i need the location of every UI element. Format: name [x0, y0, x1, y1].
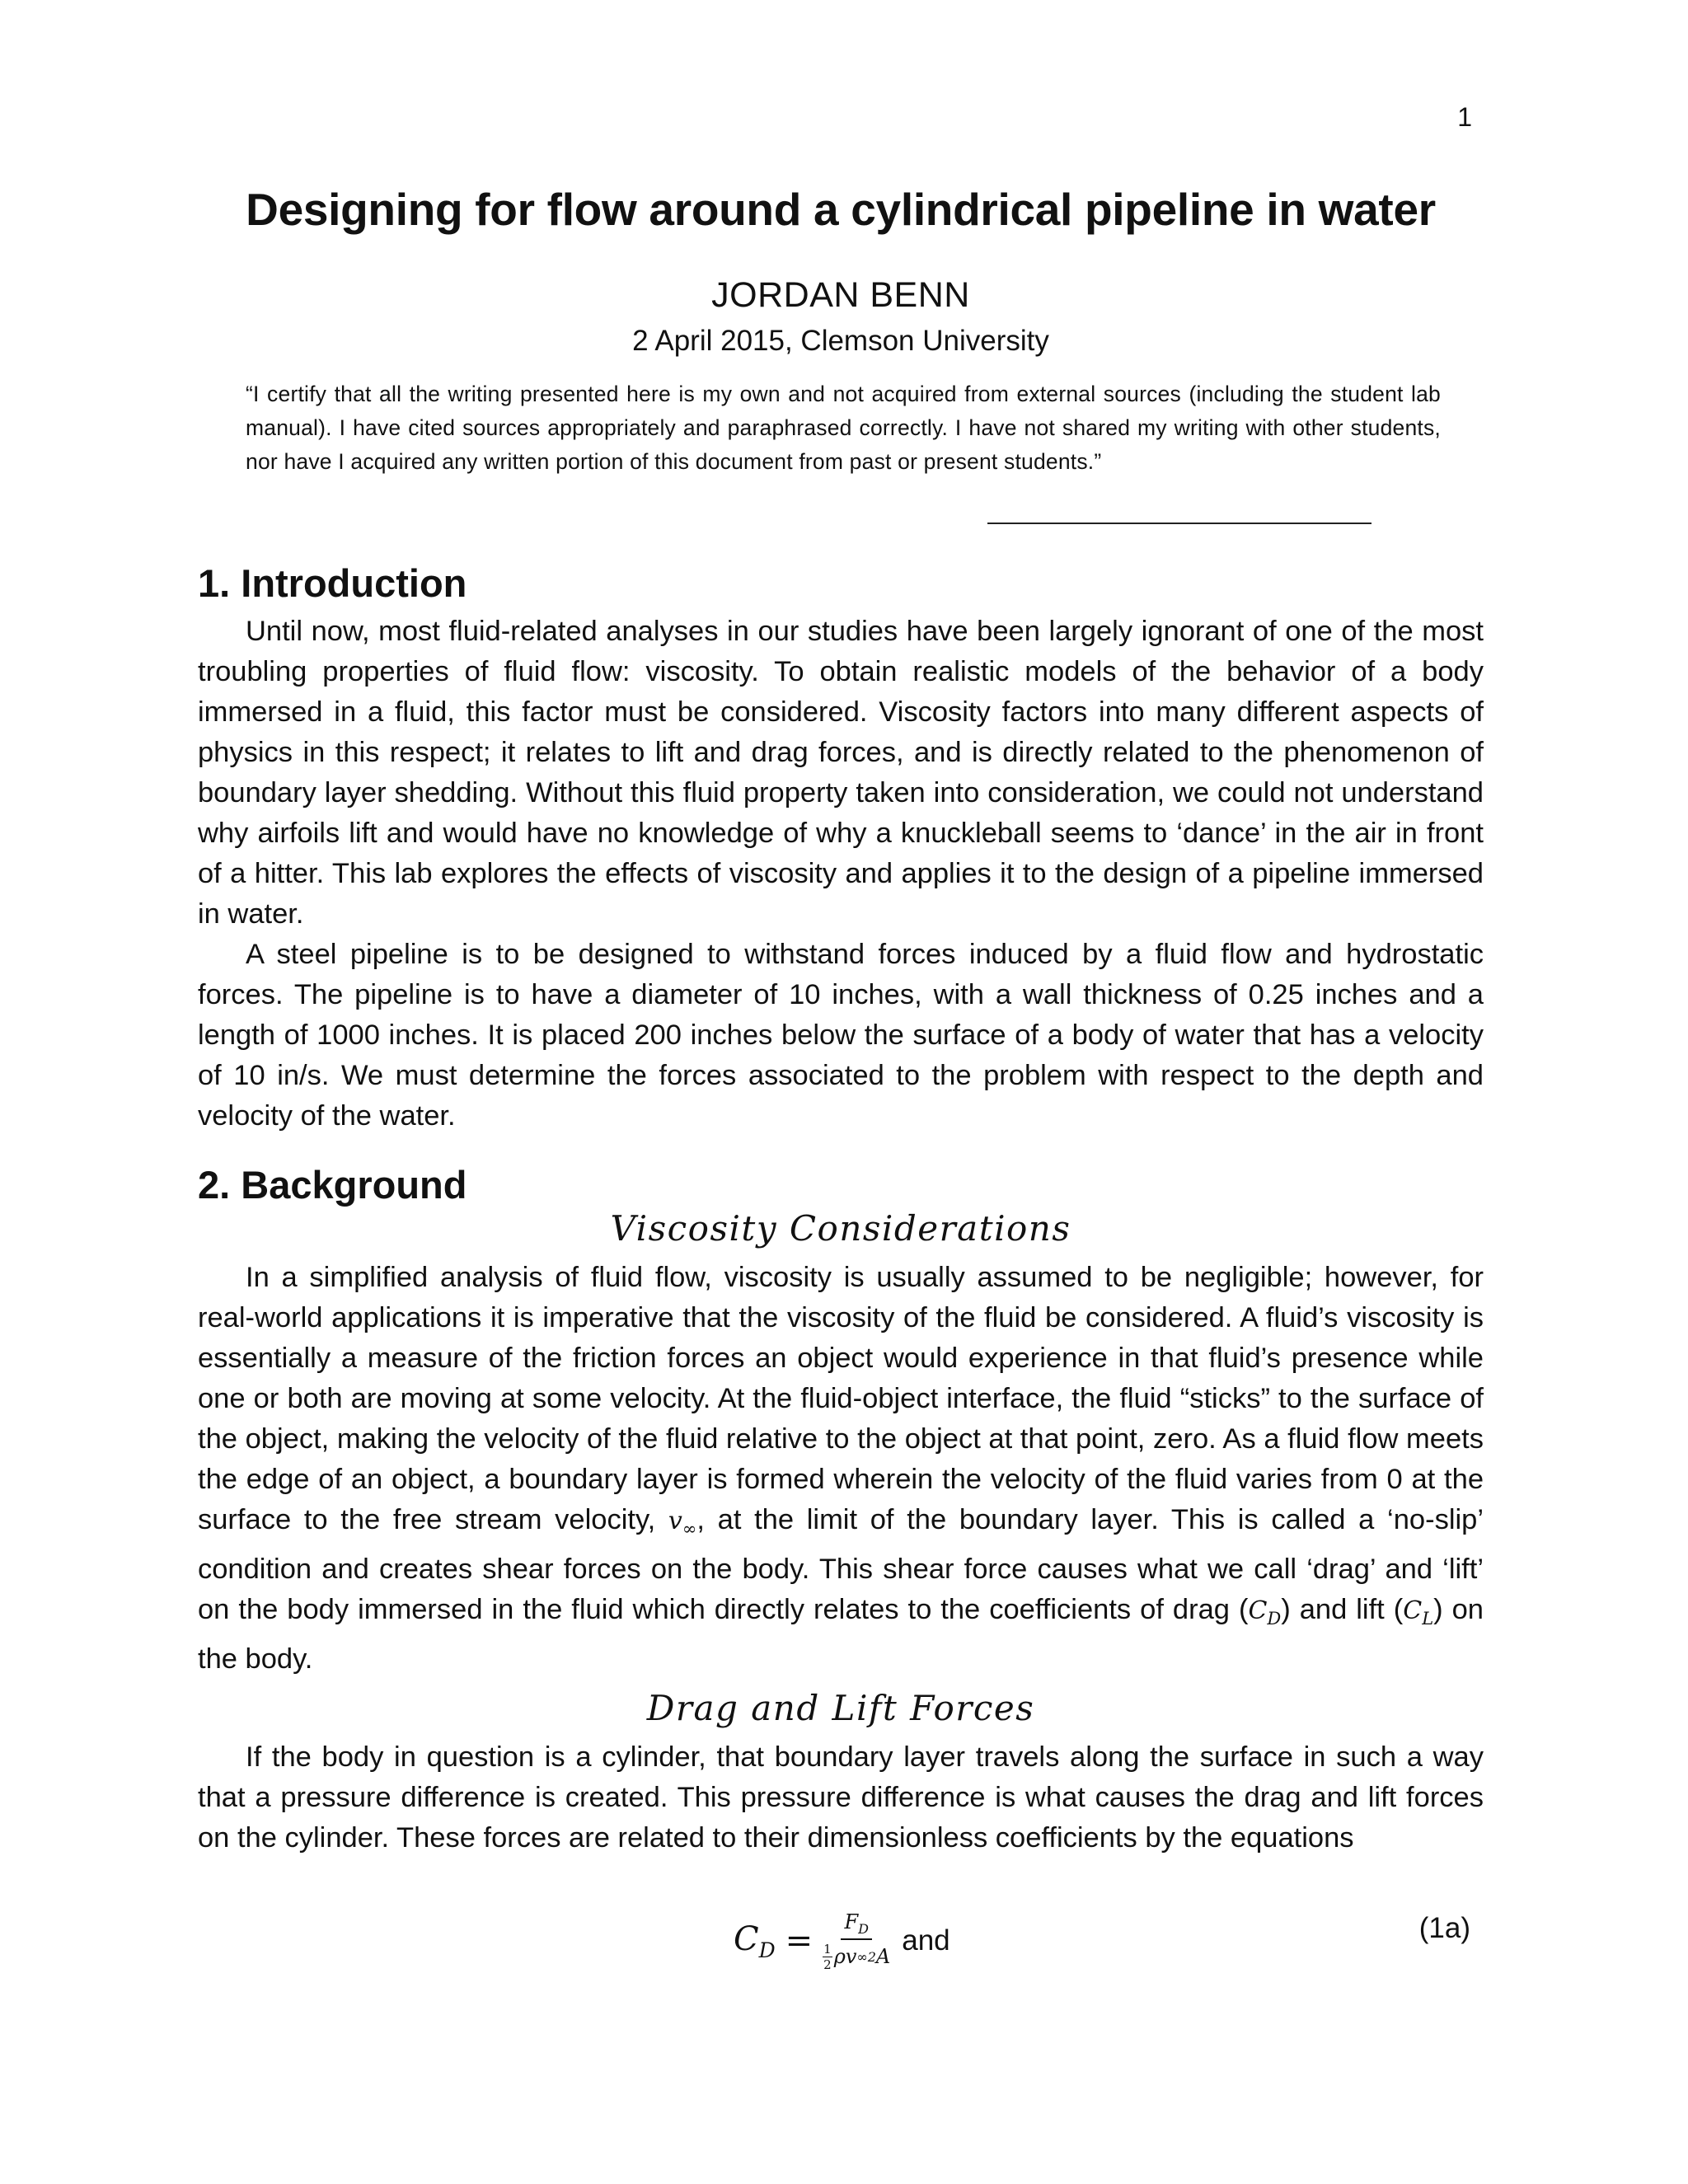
- certification-statement: “I certify that all the writing presented here is my own and not acquired from external sources (including the student lab manual). I have cited sources appropriately and paraphrased correctly. I have not shared my writing with other students, nor have I acquired any written portion of this document from past or present students.”: [246, 382, 1441, 474]
- section-heading-background: 2. Background: [198, 1163, 467, 1207]
- date-affiliation: 2 April 2015, Clemson University: [632, 325, 1049, 357]
- viscosity-text-4: ) on the body.: [198, 1594, 1484, 1675]
- introduction-body: [198, 612, 1484, 1137]
- signature-line: [987, 523, 1372, 524]
- viscosity-body: [198, 1258, 1484, 1680]
- viscosity-text-3: ) and lift (: [1281, 1594, 1404, 1625]
- introduction-paragraph: Until now, most fluid-related analyses in our studies have been largely ignorant of one of the most troubling properties of fluid flow: viscosity. To obtain realistic models of the behavior of a body immersed in a fluid, this factor must be considered. Viscosity factors into many different aspects of physics in this respect; it relates to lift and drag forces, and is directly related to the phenomenon of boundary layer shedding. Without this fluid property taken into consideration, we could not understand why airfoils lift and would have no knowledge of why a knuckleball seems to ‘dance’ in the air in front of a hitter. This lab explores the effects of viscosity and applies it to the design of a pipeline immersed in water.: [198, 616, 1484, 930]
- equation-1a: [734, 1910, 950, 1972]
- viscosity-text-1: In a simplified analysis of fluid flow, viscosity is usually assumed to be negligible; however, for real-world applications it is imperative that the viscosity of the fluid be considered. A fluid’s viscosity is essentially a measure of the friction forces an object would experience in that fluid’s presence while one or both are moving at some velocity. At the fluid-object interface, the fluid “sticks” to the surface of the object, making the velocity of the fluid relative to the object at that point, zero. As a fluid flow meets the edge of an object, a boundary layer is formed wherein the velocity of the fluid varies from 0 at the surface to the free stream velocity,: [198, 1262, 1484, 1535]
- subheading-viscosity: Viscosity Considerations: [610, 1208, 1071, 1249]
- drag-lift-paragraph: If the body in question is a cylinder, that boundary layer travels along the surface in such a way that a pressure difference is created. This pressure difference is what causes the drag and lift forces on the cylinder. These forces are related to their dimensionless coefficients by the equations: [198, 1741, 1484, 1854]
- equals-sign: =: [785, 1922, 814, 1961]
- equation-number: (1a): [1418, 1912, 1470, 1944]
- viscosity-text-2: , at the limit of the boundary layer. This is called a ‘no-slip’ condition and creates shear forces on the body. This shear force causes what we call ‘drag’ and ‘lift’ on the body immersed in the fluid which directly relates to the coefficients of drag (: [198, 1504, 1484, 1625]
- introduction-paragraph: A steel pipeline is to be designed to withstand forces induced by a fluid flow and hydrostatic forces. The pipeline is to have a diameter of 10 inches, with a wall thickness of 0.25 inches and a length of 1000 inches. It is placed 200 inches below the surface of a body of water that has a velocity of 10 in/s. We must determine the forces associated to the problem with respect to the depth and velocity of the water.: [198, 939, 1484, 1132]
- viscosity-paragraph: [198, 1258, 1484, 1680]
- lift-coefficient-symbol: $C_L$: [1403, 1596, 1434, 1629]
- equation-lhs: $C_D$: [734, 1919, 776, 1962]
- paper-title: Designing for flow around a cylindrical pipeline in water: [246, 184, 1436, 235]
- free-stream-velocity-symbol: $v_\infty$: [668, 1507, 697, 1539]
- one-half: $\frac{1}{2}$: [823, 1941, 832, 1972]
- drag-coefficient-symbol: $C_D$: [1248, 1596, 1282, 1629]
- author-name: JORDAN BENN: [711, 275, 970, 315]
- subheading-drag-lift: Drag and Lift Forces: [646, 1688, 1035, 1728]
- drag-lift-body: [198, 1737, 1484, 1858]
- section-heading-introduction: 1. Introduction: [198, 561, 467, 605]
- fraction-denominator: $\frac{1}{2}$ ρ v ∞ 2 A: [823, 1941, 891, 1972]
- page-number: 1: [1457, 102, 1472, 132]
- fraction-numerator: $F_D$: [841, 1910, 871, 1940]
- equation-connector: and: [902, 1924, 950, 1957]
- drag-fraction: [823, 1910, 890, 1972]
